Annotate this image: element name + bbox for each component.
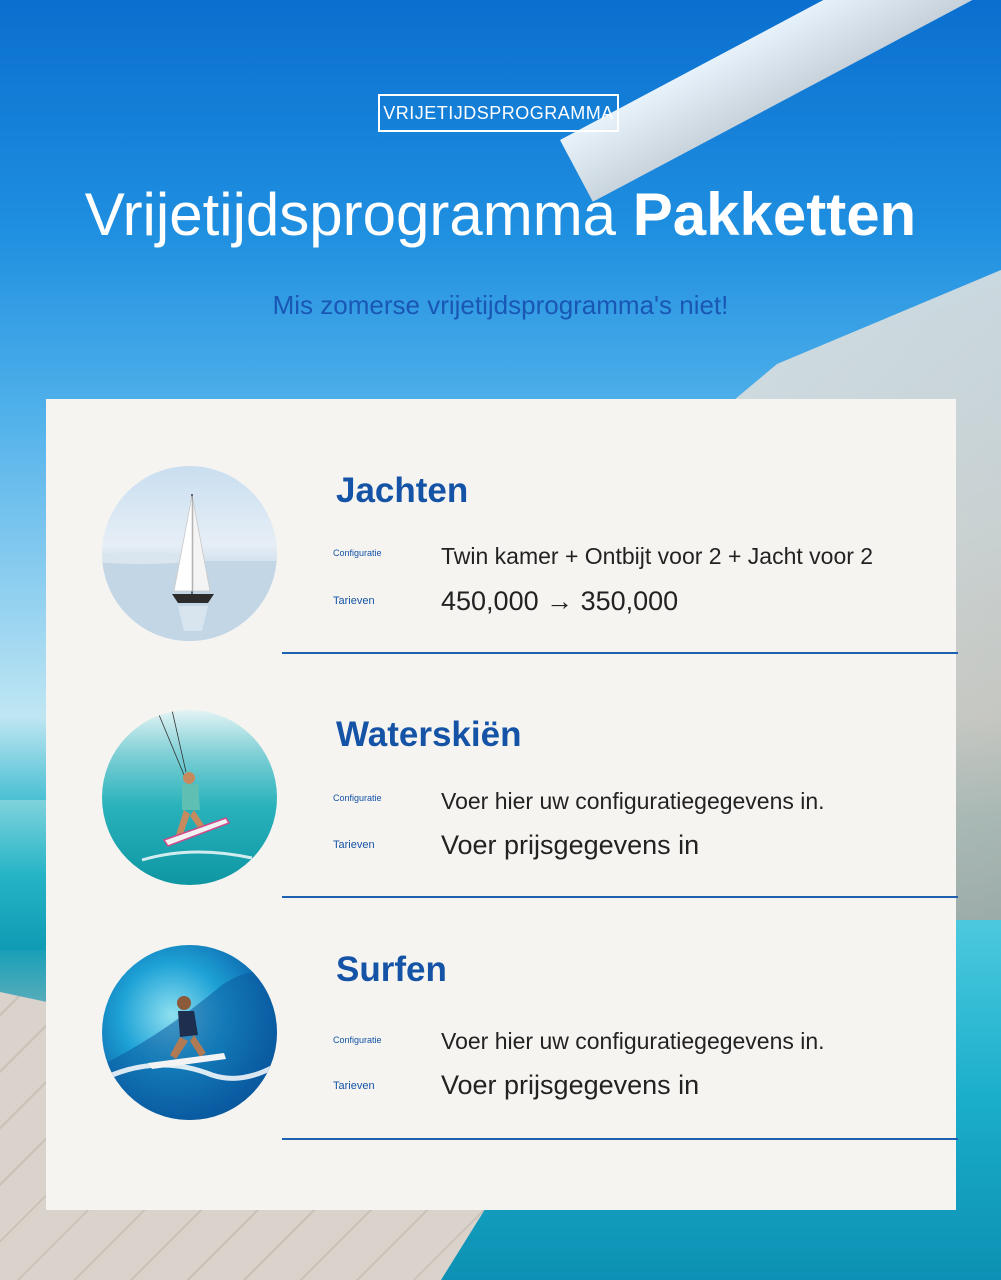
surfer-icon [102, 945, 277, 1120]
page-subtitle: Mis zomerse vrijetijdsprogramma's niet! [272, 290, 729, 320]
divider [282, 1138, 958, 1140]
config-value: Voer hier uw configuratiegegevens in. [441, 1028, 825, 1054]
page-title [0, 180, 1001, 249]
price-label: Tarieven [333, 839, 375, 851]
price-value: Voer prijsgegevens in [441, 830, 700, 860]
page-title-bold: Pakketten [632, 181, 917, 248]
package-title: Surfen [336, 950, 447, 989]
config-value: Twin kamer + Ontbijt voor 2 + Jacht voor 2 [441, 543, 874, 569]
sailboat-photo [102, 466, 277, 641]
price-label: Tarieven [333, 595, 375, 607]
background-building-roof [560, 0, 999, 202]
surfer-photo [102, 945, 277, 1120]
package-surfen [46, 878, 956, 1118]
sailboat-icon [102, 466, 277, 641]
kitesurfer-photo [102, 710, 277, 885]
package-jachten [46, 399, 956, 639]
price-label: Tarieven [333, 1080, 375, 1092]
package-waterskien [46, 643, 956, 883]
packages-panel [46, 399, 956, 1210]
page-title-light: Vrijetijdsprogramma [84, 181, 617, 248]
package-title: Jachten [336, 471, 469, 510]
config-label: Configuratie [333, 548, 382, 558]
config-label: Configuratie [333, 1035, 382, 1045]
package-title: Waterskiën [336, 715, 522, 754]
kitesurfer-icon [102, 710, 277, 885]
category-tag: VRIJETIJDSPROGRAMMA [378, 94, 619, 132]
config-label: Configuratie [333, 793, 382, 803]
price-value: 450,000 → 350,000 [441, 586, 679, 616]
price-value: Voer prijsgegevens in [441, 1070, 700, 1100]
config-value: Voer hier uw configuratiegegevens in. [441, 788, 825, 814]
